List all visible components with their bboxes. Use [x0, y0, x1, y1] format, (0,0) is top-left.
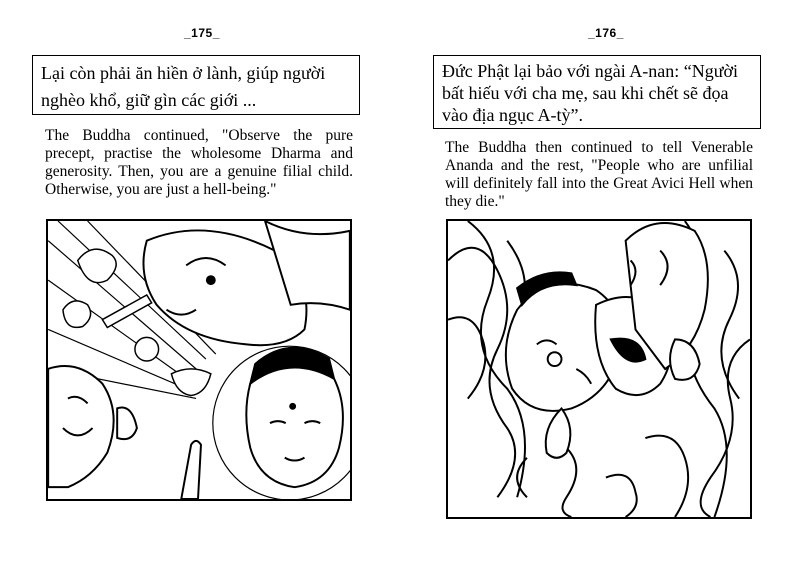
comic-illustration-buddha-monk	[48, 221, 350, 499]
comic-panel-right	[446, 219, 752, 519]
comic-panel-left	[46, 219, 352, 501]
vietnamese-caption-box-left: Lại còn phải ăn hiền ở lành, giúp người nghèo khổ, giữ gìn các giới ...	[32, 55, 360, 115]
page-number-175: _175_	[184, 26, 220, 40]
vietnamese-caption-box-right: Đức Phật lại bảo với ngài A-nan: “Người bất hiếu với cha mẹ, sau khi chết sẽ đọa vào địa ngục A-tỳ”.	[433, 55, 761, 129]
english-text-left: The Buddha continued, "Observe the pure precept, practise the wholesome Dharma and generosity. Then, you are a genuine filial child. Otherwise, you are just a hell-being."	[45, 127, 353, 198]
comic-illustration-hell-fire	[448, 221, 750, 517]
english-text-right: The Buddha then continued to tell Venerable Ananda and the rest, "People who are unfilial will definitely fall into the Great Avici Hell when they die."	[445, 139, 753, 210]
page-number-176: _176_	[588, 26, 624, 40]
